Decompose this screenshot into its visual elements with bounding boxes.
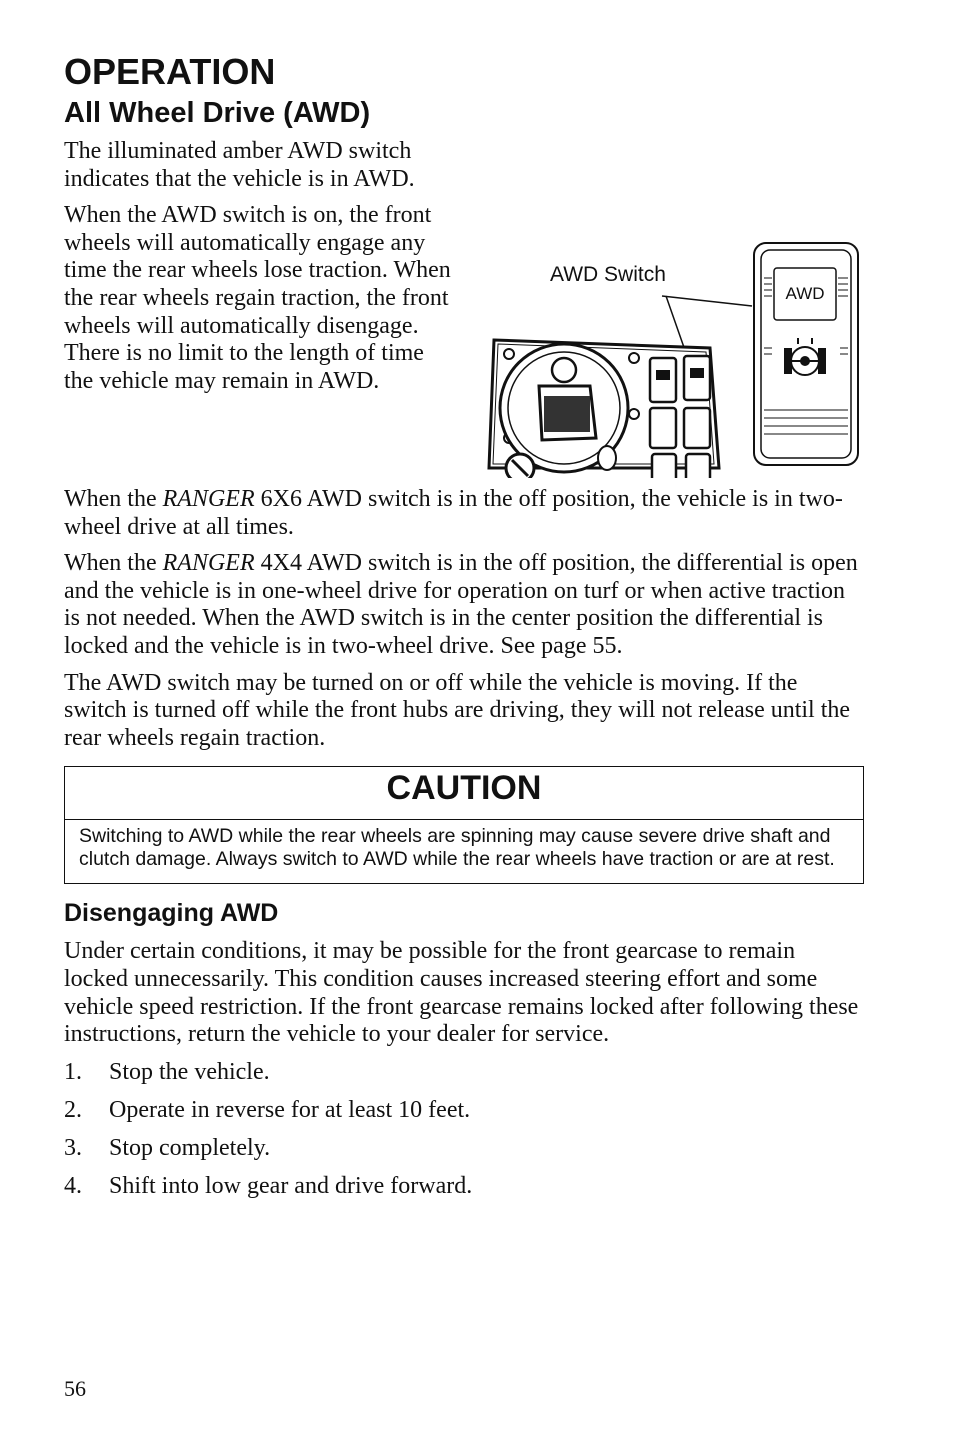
step-number: 4. <box>64 1172 82 1199</box>
awd-switch-figure <box>484 138 864 478</box>
ranger-brand: RANGER <box>162 550 255 577</box>
step-number: 3. <box>64 1134 82 1161</box>
paragraph-switch-moving: The AWD switch may be turned on or off while the vehicle is moving. If the switch is turned off while the front hubs are driving, they will not release until the rear wheels regain traction. <box>64 669 851 751</box>
step-text: Operate in reverse for at least 10 feet. <box>109 1096 471 1123</box>
text-run: When the <box>64 486 163 512</box>
dash-panel <box>489 340 719 478</box>
list-item <box>64 1134 864 1162</box>
text-run: 6X6 AWD switch is in the off position, the vehicle is in two-wheel drive at all times. <box>64 486 843 540</box>
caution-box <box>64 766 864 884</box>
intro-text <box>64 138 456 404</box>
step-number: 1. <box>64 1058 82 1085</box>
caution-heading: CAUTION <box>65 767 863 820</box>
awd-switch-callout: AWD Switch <box>550 263 666 286</box>
step-text: Shift into low gear and drive forward. <box>109 1172 473 1199</box>
awd-switch-label: AWD <box>785 284 825 303</box>
step-text: Stop completely. <box>109 1134 271 1161</box>
list-item <box>64 1058 864 1086</box>
paragraph-6x6 <box>64 486 864 541</box>
list-item <box>64 1096 864 1124</box>
section-title: OPERATION <box>64 51 276 92</box>
page-number: 56 <box>64 1376 86 1401</box>
step-text: Stop the vehicle. <box>109 1058 270 1085</box>
dashboard-illustration <box>484 138 864 478</box>
intro-section <box>64 138 864 486</box>
body-text <box>64 486 864 752</box>
intro-paragraph-1: The illuminated amber AWD switch indicates that the vehicle is in AWD. <box>64 138 415 192</box>
paragraph-4x4 <box>64 550 864 660</box>
page-title: All Wheel Drive (AWD) <box>64 97 371 129</box>
disengaging-paragraph: Under certain conditions, it may be possible for the front gearcase to remain locked unnecessarily. This condition causes increased steering effort and some vehicle speed restriction. If the front gearcase remains locked after following these instructions, return the vehicle to your dealer for service. <box>64 938 859 1048</box>
list-item <box>64 1172 864 1200</box>
text-run: 4X4 AWD switch is in the off position, the differential is open and the vehicle is in one-wheel drive for operation on turf or when active traction is not needed. When the AWD switch is in the center position the differential is locked and the vehicle is in two-wheel drive. See page 55. <box>64 550 858 659</box>
leader-line-switch <box>662 296 752 306</box>
caution-text: Switching to AWD while the rear wheels are spinning may cause severe drive shaft and clutch damage. Always switch to AWD while the rear wheels have traction or are at rest. <box>79 825 835 871</box>
awd-switch-closeup <box>754 243 858 465</box>
text-run: When the <box>64 550 163 577</box>
disengaging-heading: Disengaging AWD <box>64 899 279 928</box>
steps-list <box>64 1058 864 1200</box>
ranger-brand: RANGER <box>162 486 255 512</box>
manual-page <box>64 52 864 1210</box>
step-number: 2. <box>64 1096 82 1123</box>
intro-paragraph-2: When the AWD switch is on, the front wheels will automatically engage any time the rear wheels lose traction. When the rear wheels regain traction, the front wheels will automatically disengage. There is no limit to the length of time the vehicle may remain in AWD. <box>64 202 451 394</box>
